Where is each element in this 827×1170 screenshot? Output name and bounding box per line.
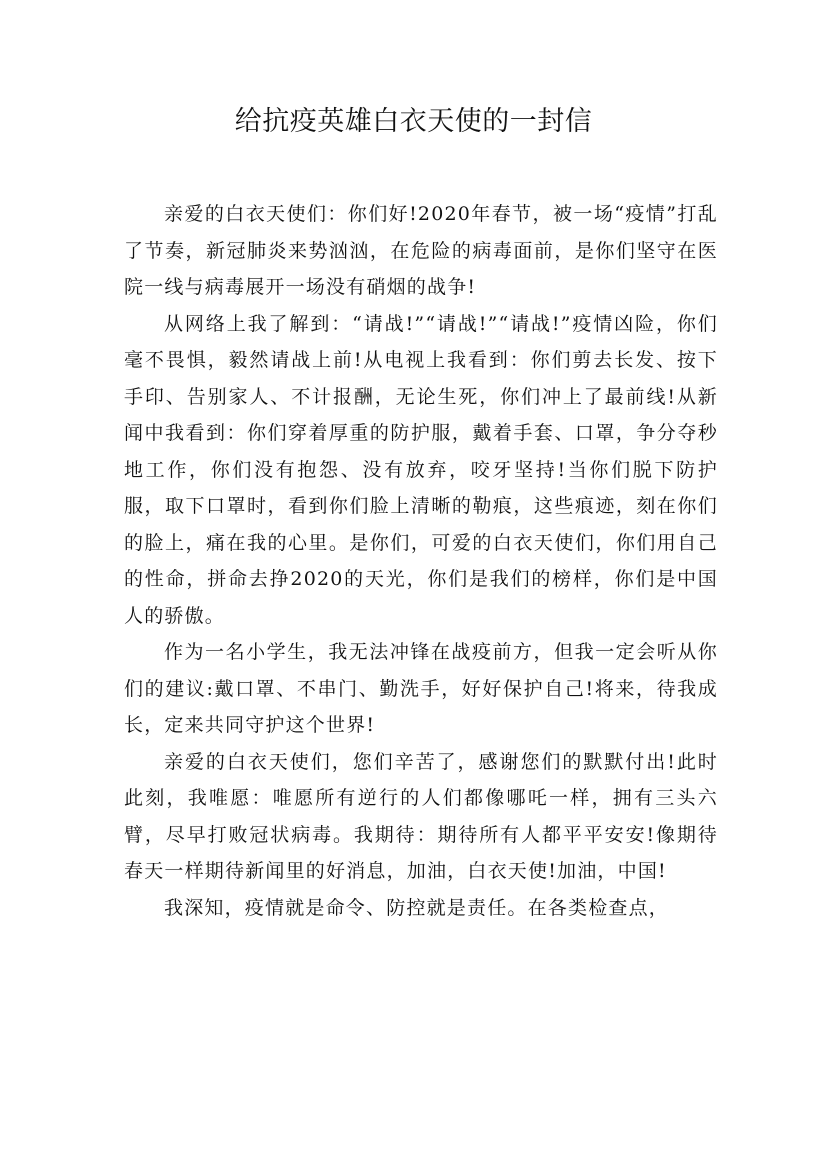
paragraph: 从网络上我了解到：“请战!”“请战!”“请战!”疫情凶险，你们毫不畏惧，毅然请战上前!从电视上我看到：你们剪去长发、按下手印、告别家人、不计报酬，无论生死，你们冲上了最前线!从新闻中我看到：你们穿着厚重的防护服，戴着手套、口罩，争分夺秒地工作，你们没有抱怨、没有放弃，咬牙坚持!当你们脱下防护服，取下口罩时，看到你们脸上清晰的勒痕，这些痕迹，刻在你们的脸上，痛在我的心里。是你们，可爱的白衣天使们，你们用自己的性命，拼命去挣2020的天光，你们是我们的榜样，你们是中国人的骄傲。 [124,312,718,627]
paragraph: 我深知，疫情就是命令、防控就是责任。在各类检查点， [164,896,670,919]
document-title: 给抗疫英雄白衣天使的一封信 [234,106,593,137]
paragraph: 亲爱的白衣天使们：你们好!2020年春节，被一场“疫情”打乱了节奏，新冠肺炎来势汹汹，在危险的病毒面前，是你们坚守在医院一线与病毒展开一场没有硝烟的战争! [124,203,718,298]
paragraph: 作为一名小学生，我无法冲锋在战疫前方，但我一定会听从你们的建议:戴口罩、不串门、勤洗手，好好保护自己!将来，待我成长，定来共同守护这个世界! [124,641,718,736]
paragraph: 亲爱的白衣天使们，您们辛苦了，感谢您们的默默付出!此时此刻，我唯愿：唯愿所有逆行的人们都像哪吒一样，拥有三头六臂，尽早打败冠状病毒。我期待：期待所有人都平平安安!像期待春天一样期待新闻里的好消息，加油，白衣天使!加油，中国! [124,750,718,882]
letter-body [124,196,718,926]
